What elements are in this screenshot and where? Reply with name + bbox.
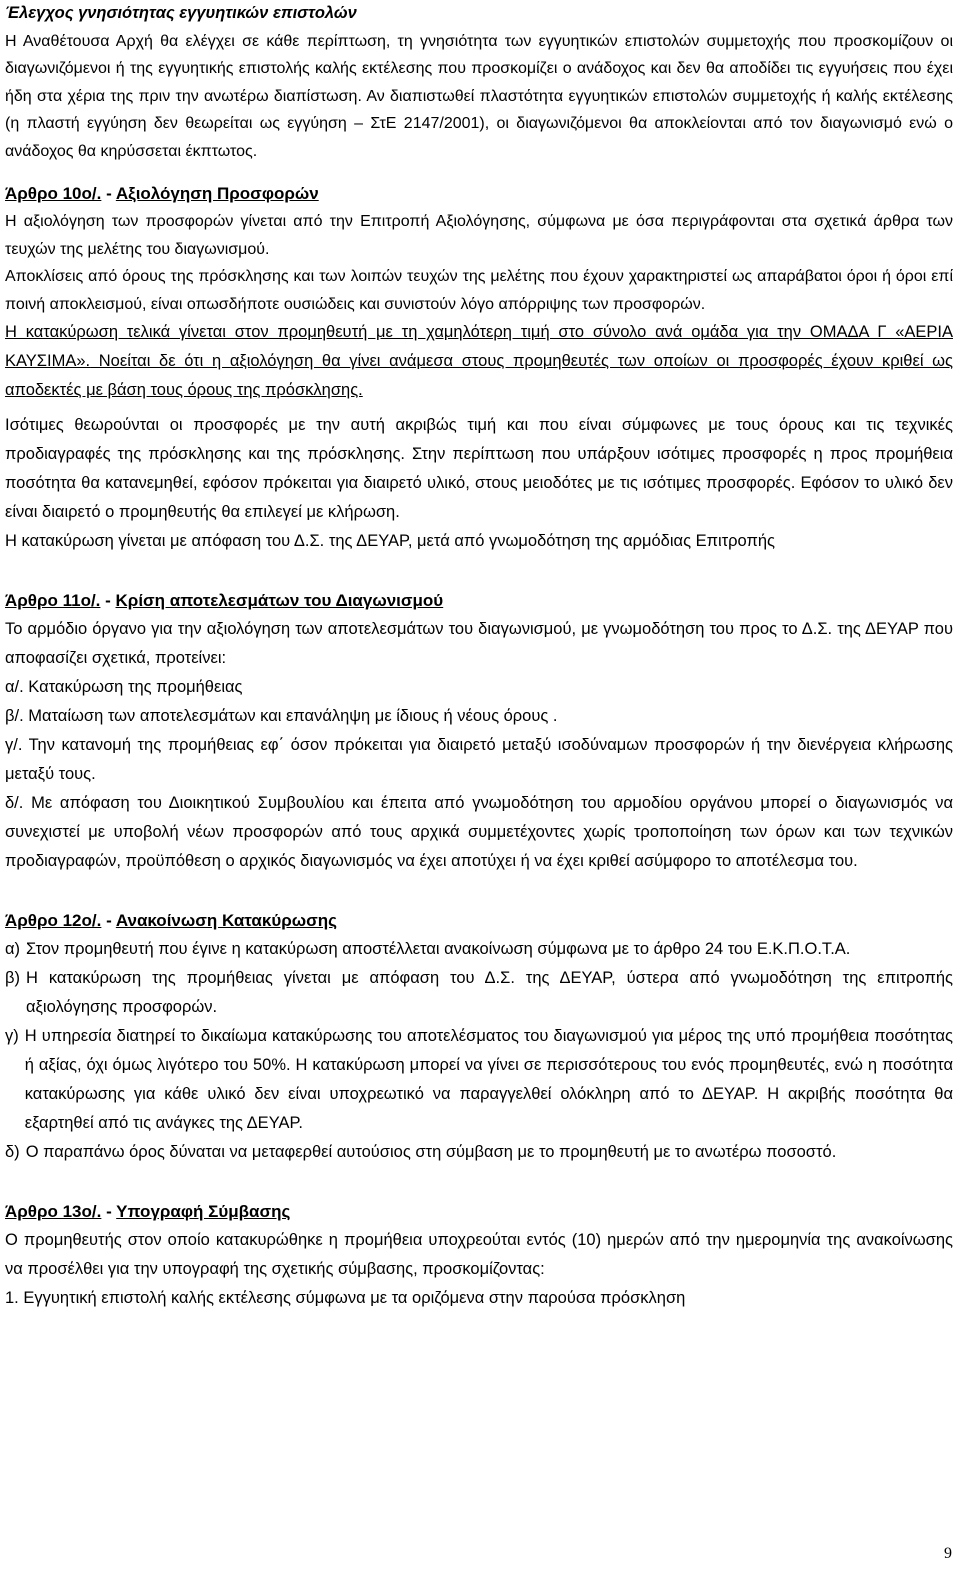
article-11-paragraph-1: Το αρμόδιο όργανο για την αξιολόγηση των αποτελεσμάτων του διαγωνισμού, με γνωμοδότηση του προς το Δ.Σ. της ΔΕΥΑΡ που αποφασίζει σχετικά, προτείνει:: [5, 620, 953, 667]
article-11-title: Κρίση αποτελεσμάτων του Διαγωνισμού: [115, 591, 444, 610]
list-item-label: γ): [5, 1027, 19, 1045]
guarantee-authenticity-heading: Έλεγχος γνησιότητας εγγυητικών επιστολών: [5, 4, 357, 22]
article-11-item-c: γ/. Την κατανομή της προμήθειας εφ΄ όσον πρόκειται για διαιρετό μεταξύ ισοδύναμων προσφορών ή την διενέργεια κλήρωσης μεταξύ τους.: [5, 736, 953, 783]
article-10-paragraph-3: [5, 318, 953, 405]
page-number: 9: [944, 1545, 952, 1562]
list-item-label: β): [5, 969, 20, 987]
list-item-text: Η κατακύρωση της προμήθειας γίνεται με απόφαση του Δ.Σ. της ΔΕΥΑΡ, ύστερα από γνωμοδότηση της επιτροπής αξιολόγησης προσφορών.: [26, 969, 953, 1016]
list-item-label: α): [5, 940, 21, 958]
article-13-paragraph-2: 1. Εγγυητική επιστολή καλής εκτέλεσης σύμφωνα με τα οριζόμενα στην παρούσα πρόσκληση: [5, 1289, 686, 1307]
list-item-text: Στον προμηθευτή που έγινε η κατακύρωση αποστέλλεται ανακοίνωση σύμφωνα με το άρθρο 24 του Ε.Κ.Π.Ο.Τ.Α.: [26, 940, 851, 958]
guarantee-authenticity-paragraph: Η Αναθέτουσα Αρχή θα ελέγχει σε κάθε περίπτωση, τη γνησιότητα των εγγυητικών επιστολών συμμετοχής που προσκομίζουν οι διαγωνιζόμενοι ή της εγγυητικής επιστολής καλής εκτέλεσης που προσκομίζει ο ανάδοχος και δεν θα αποδίδει τις εγγυήσεις που έχει ήδη στα χέρια της πριν την ανωτέρω διαπίστωση. Αν διαπιστωθεί πλαστότητα εγγυητικών επιστολών συμμετοχής ή καλής εκτέλεσης (η πλαστή εγγύηση δεν θεωρείται ως εγγύηση – ΣτΕ 2147/2001), οι διαγωνιζόμενοι θα αποκλείονται από τον διαγωνισμό ενώ ο ανάδοχος θα κηρύσσεται έκπτωτος.: [5, 32, 953, 160]
list-item-text: Ο παραπάνω όρος δύναται να μεταφερθεί αυτούσιος στη σύμβαση με το προμηθευτή με το ανωτέρω ποσοστό.: [25, 1143, 837, 1161]
article-13-heading: [5, 1197, 953, 1226]
article-12-item-c: [5, 1022, 953, 1138]
article-10-paragraph-5: Η κατακύρωση γίνεται με απόφαση του Δ.Σ. της ΔΕΥΑΡ, μετά από γνωμοδότηση της αρμόδιας Επιτροπής: [5, 532, 776, 550]
article-12-item-b: [5, 964, 953, 1022]
article-10-paragraph-4: Ισότιμες θεωρούνται οι προσφορές με την αυτή ακριβώς τιμή και που είναι σύμφωνες με τους όρους και τις τεχνικές προδιαγραφές της πρόσκλησης και της πρόσκλησης. Στην περίπτωση που υπάρξουν ισότιμες προσφορές η προς προμήθεια ποσότητα θα κατανεμηθεί, εφόσον πρόκειται για διαιρετό υλικό, στους μειοδότες με τις ισότιμες προσφορές. Εφόσον το υλικό δεν είναι διαιρετό ο προμηθευτής θα επιλεγεί με κλήρωση.: [5, 416, 953, 521]
article-11-dash: -: [100, 591, 116, 610]
article-10-title: Αξιολόγηση Προσφορών: [115, 184, 319, 203]
article-12-number: Άρθρο 12ο/.: [5, 911, 102, 930]
article-13-dash: -: [101, 1202, 117, 1221]
article-13-title: Υπογραφή Σύμβασης: [116, 1202, 291, 1221]
article-11-item-a: α/. Κατακύρωση της προμήθειας: [5, 678, 243, 696]
list-item-text: Η υπηρεσία διατηρεί το δικαίωμα κατακύρωσης του αποτελέσματος του διαγωνισμού για μέρος της υπό προμήθεια ποσότητας ή αξίας, όχι όμως λιγότερο του 50%. Η κατακύρωση μπορεί να γίνει σε περισσότερους του ενός προμηθευτές, ενώ η ποσότητα κατακύρωσης για κάθε υλικό δεν είναι υποχρεωτικό να παραγγελθεί ολόκληρη από το ΔΕΥΑΡ. Η ακριβής ποσότητα θα εξαρτηθεί από τις ανάγκες της ΔΕΥΑΡ.: [24, 1027, 953, 1132]
article-13-number: Άρθρο 13ο/.: [5, 1202, 102, 1221]
evaluation-scope-text: Νοείται δε ότι η αξιολόγηση θα γίνει ανάμεσα στους προμηθευτές των οποίων οι προσφορές έχουν κριθεί ως αποδεκτές με βάση τους όρους της πρόσκλησης.: [5, 352, 953, 399]
award-criterion-text: Η κατακύρωση τελικά γίνεται στον προμηθευτή με τη χαμηλότερη τιμή στο σύνολο ανά ομάδα για την ΟΜΑΔΑ Γ «ΑΕΡΙΑ ΚΑΥΣΙΜΑ».: [5, 323, 953, 370]
article-10-paragraph-1: Η αξιολόγηση των προσφορών γίνεται από την Επιτροπή Αξιολόγησης, σύμφωνα με όσα περιγράφονται στα σχετικά άρθρα των τευχών της μελέτης του διαγωνισμού.: [5, 213, 953, 258]
article-10-paragraph-2: Αποκλίσεις από όρους της πρόσκλησης και των λοιπών τευχών της μελέτης που έχουν χαρακτηριστεί ως απαράβατοι όροι ή όροι επί ποινή αποκλεισμού, είναι οπωσδήποτε ουσιώδεις και συνιστούν λόγο απόρριψης των προσφορών.: [5, 268, 953, 313]
article-10-number: Άρθρο 10ο/.: [5, 184, 102, 203]
article-12-dash: -: [101, 911, 116, 930]
article-12-item-d: [5, 1138, 953, 1167]
article-12-title: Ανακοίνωση Κατακύρωσης: [115, 911, 337, 930]
article-13-paragraph-1: Ο προμηθευτής στον οποίο κατακυρώθηκε η προμήθεια υποχρεούται εντός (10) ημερών από την ημερομηνία της ανακοίνωσης να προσέλθει για την υπογραφή της σχετικής σύμβασης, προσκομίζοντας:: [5, 1231, 953, 1278]
document-page: [5, 0, 953, 1313]
article-11-item-d: δ/. Με απόφαση του Διοικητικού Συμβουλίου και έπειτα από γνωμοδότηση του αρμοδίου οργάνου μπορεί ο διαγωνισμός να συνεχιστεί με υποβολή νέων προσφορών από τους αρχικά συμμετέχοντες χωρίς τροποποίηση των όρων και των τεχνικών προδιαγραφών, προϋπόθεση ο αρχικός διαγωνισμός να έχει αποτύχει ή να έχει κριθεί ασύμφορο το αποτέλεσμα του.: [5, 794, 953, 870]
article-11-item-b: β/. Ματαίωση των αποτελεσμάτων και επανάληψη με ίδιους ή νέους όρους .: [5, 707, 558, 725]
article-10-heading: [5, 179, 953, 208]
list-item-label: δ): [5, 1143, 20, 1161]
article-12-heading: [5, 906, 953, 935]
article-11-heading: [5, 586, 953, 615]
article-10-dash: -: [101, 184, 116, 203]
article-11-number: Άρθρο 11ο/.: [5, 591, 101, 610]
article-12-item-a: [5, 935, 953, 964]
